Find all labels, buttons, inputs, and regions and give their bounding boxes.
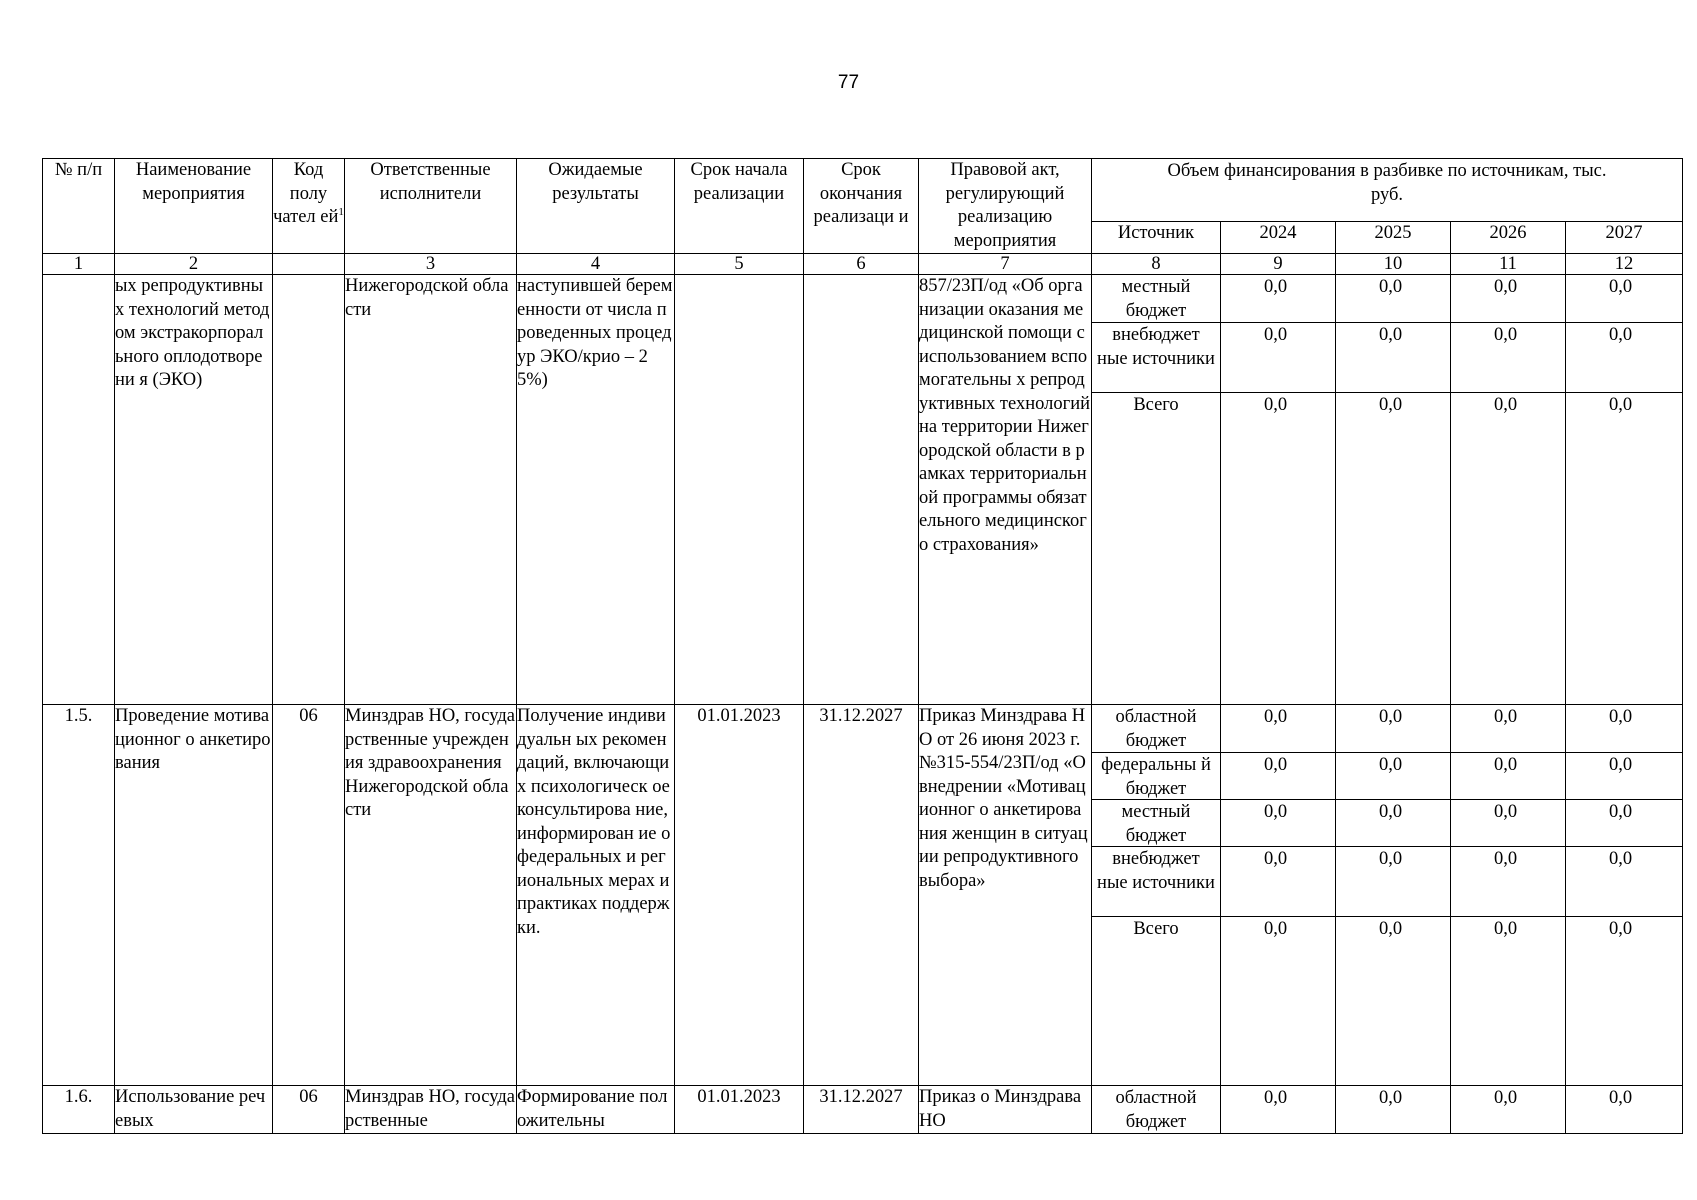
funding-amount: 0,0	[1221, 799, 1335, 846]
funding-amount: 0,0	[1566, 799, 1682, 846]
funding-amount: 0,0	[1451, 752, 1565, 799]
funding-amount: 0,0	[1221, 916, 1335, 1085]
header-code: Код полу чател $ей^1$	[273, 159, 345, 254]
funding-source-cell	[1092, 275, 1221, 705]
activity-name: Использование речевых	[115, 1086, 273, 1134]
recipient-code: 06	[273, 1086, 345, 1134]
column-number: 12	[1566, 254, 1683, 275]
funding-amount: 0,0	[1221, 392, 1335, 704]
funding-amount: 0,0	[1221, 322, 1335, 392]
start-date: 01.01.2023	[675, 705, 804, 1086]
funding-amount: 0,0	[1336, 846, 1450, 916]
recipient-code	[273, 275, 345, 705]
responsible-executors: Минздрав НО, государственные	[345, 1086, 517, 1134]
funding-amount: 0,0	[1336, 799, 1450, 846]
header-expected: Ожидаемые результаты	[517, 159, 675, 254]
funding-amount: 0,0	[1566, 916, 1682, 1085]
table-row	[43, 1086, 1683, 1134]
funding-amount: 0,0	[1221, 846, 1335, 916]
funding-value-cell	[1451, 705, 1566, 1086]
start-date: 01.01.2023	[675, 1086, 804, 1134]
table-body	[43, 275, 1683, 1134]
table-row	[43, 705, 1683, 1086]
funding-value-cell	[1566, 275, 1683, 705]
expected-results: Получение индивидуальн ых рекомендаций, включающих психологическ ое консультирова ние, информирован ие о федеральных и региональных мерах и практиках поддержки.	[517, 705, 675, 1086]
funding-amount: 0,0	[1566, 322, 1682, 392]
header-source: Источник	[1092, 222, 1221, 254]
end-date	[804, 275, 919, 705]
funding-amount: 0,0	[1264, 277, 1288, 297]
funding-amount: 0,0	[1451, 392, 1565, 704]
legal-act: 857/23П/од «Об организации оказания медицинской помощи с использованием вспомогательны х репродуктивных технологий на территории Нижегородской области в рамках территориальной программы обязательного медицинского страхования»	[919, 275, 1092, 705]
header-start: Срок начала реализации	[675, 159, 804, 254]
funding-source: внебюджет ные источники	[1092, 846, 1220, 916]
column-number: 6	[804, 254, 919, 275]
funding-amount: 0,0	[1264, 707, 1288, 727]
funding-amount: 0,0	[1264, 1088, 1288, 1108]
funding-amount: 0,0	[1336, 916, 1450, 1085]
funding-amount: 0,0	[1336, 752, 1450, 799]
funding-value-cell	[1451, 275, 1566, 705]
table-row	[43, 275, 1683, 705]
funding-source: федеральны й бюджет	[1092, 752, 1220, 799]
responsible-executors: Минздрав НО, государственные учреждения здравоохранения Нижегородской области	[345, 705, 517, 1086]
start-date	[675, 275, 804, 705]
column-number	[273, 254, 345, 275]
funding-amount: 0,0	[1379, 1088, 1403, 1108]
header-funding: Объем финансирования в разбивке по источникам, тыс. руб.	[1092, 159, 1683, 222]
responsible-executors: Нижегородской области	[345, 275, 517, 705]
funding-amount: 0,0	[1379, 277, 1403, 297]
header-legal: Правовой акт, регулирующий реализацию мероприятия	[919, 159, 1092, 254]
column-number: 7	[919, 254, 1092, 275]
column-number: 8	[1092, 254, 1221, 275]
funding-amount: 0,0	[1494, 707, 1518, 727]
recipient-code: 06	[273, 705, 345, 1086]
funding-amount: 0,0	[1566, 392, 1682, 704]
funding-value-cell	[1336, 705, 1451, 1086]
header-year: 2025	[1336, 222, 1451, 254]
funding-source: Всего	[1092, 392, 1220, 704]
funding-amount: 0,0	[1451, 322, 1565, 392]
funding-value-cell	[1451, 1086, 1566, 1134]
row-number	[43, 275, 115, 705]
funding-amount: 0,0	[1494, 277, 1518, 297]
funding-source: областной бюджет	[1115, 1088, 1197, 1132]
header-year: 2027	[1566, 222, 1683, 254]
funding-source: местный бюджет	[1092, 799, 1220, 846]
funding-value-cell	[1221, 1086, 1336, 1134]
funding-amount: 0,0	[1336, 322, 1450, 392]
expected-results: Формирование положительны	[517, 1086, 675, 1134]
activity-name: Проведение мотивационног о анкетирования	[115, 705, 273, 1086]
end-date: 31.12.2027	[804, 1086, 919, 1134]
funding-amount: 0,0	[1494, 1088, 1518, 1108]
funding-source-cell	[1092, 1086, 1221, 1134]
column-number: 4	[517, 254, 675, 275]
funding-amount: 0,0	[1451, 799, 1565, 846]
funding-table	[42, 158, 1683, 1134]
funding-source: внебюджет ные источники	[1092, 322, 1220, 392]
end-date: 31.12.2027	[804, 705, 919, 1086]
header-name: Наименование мероприятия	[115, 159, 273, 254]
funding-source: Всего	[1092, 916, 1220, 1085]
row-number: 1.5.	[43, 705, 115, 1086]
funding-value-cell	[1336, 275, 1451, 705]
column-number: 11	[1451, 254, 1566, 275]
page-number: 77	[837, 72, 860, 93]
header-end: Срок окончания реализаци и	[804, 159, 919, 254]
column-number: 3	[345, 254, 517, 275]
activity-name: ых репродуктивны х технологий методом экстракорпорал ьного оплодотворени я (ЭКО)	[115, 275, 273, 705]
funding-amount: 0,0	[1451, 916, 1565, 1085]
row-number: 1.6.	[43, 1086, 115, 1134]
funding-amount: 0,0	[1609, 277, 1633, 297]
funding-amount: 0,0	[1221, 752, 1335, 799]
column-number: 1	[43, 254, 115, 275]
header-no: № п/п	[43, 159, 115, 254]
funding-value-cell	[1221, 275, 1336, 705]
funding-amount: 0,0	[1336, 392, 1450, 704]
funding-value-cell	[1566, 705, 1683, 1086]
funding-value-cell	[1221, 705, 1336, 1086]
column-number: 9	[1221, 254, 1336, 275]
header-year: 2026	[1451, 222, 1566, 254]
header-year: 2024	[1221, 222, 1336, 254]
funding-amount: 0,0	[1609, 1088, 1633, 1108]
legal-act: Приказ о Минздрава НО	[919, 1086, 1092, 1134]
legal-act: Приказ Минздрава НО от 26 июня 2023 г. №315-554/23П/од «О внедрении «Мотивационног о анкетирования женщин в ситуации репродуктивного выбора»	[919, 705, 1092, 1086]
funding-amount: 0,0	[1566, 752, 1682, 799]
funding-amount: 0,0	[1609, 707, 1633, 727]
funding-value-cell	[1336, 1086, 1451, 1134]
header-responsible: Ответственные исполнители	[345, 159, 517, 254]
expected-results: наступившей беременности от числа проведенных процедур ЭКО/крио – 25%)	[517, 275, 675, 705]
column-numbers-row	[43, 254, 1683, 275]
header-row-top	[43, 159, 1683, 222]
column-number: 5	[675, 254, 804, 275]
funding-source: областной бюджет	[1115, 707, 1197, 751]
column-number: 2	[115, 254, 273, 275]
funding-source-cell	[1092, 705, 1221, 1086]
funding-amount: 0,0	[1379, 707, 1403, 727]
column-number: 10	[1336, 254, 1451, 275]
funding-amount: 0,0	[1451, 846, 1565, 916]
funding-value-cell	[1566, 1086, 1683, 1134]
footnote-marker: 1	[338, 205, 344, 218]
funding-amount: 0,0	[1566, 846, 1682, 916]
funding-source: местный бюджет	[1121, 277, 1191, 321]
